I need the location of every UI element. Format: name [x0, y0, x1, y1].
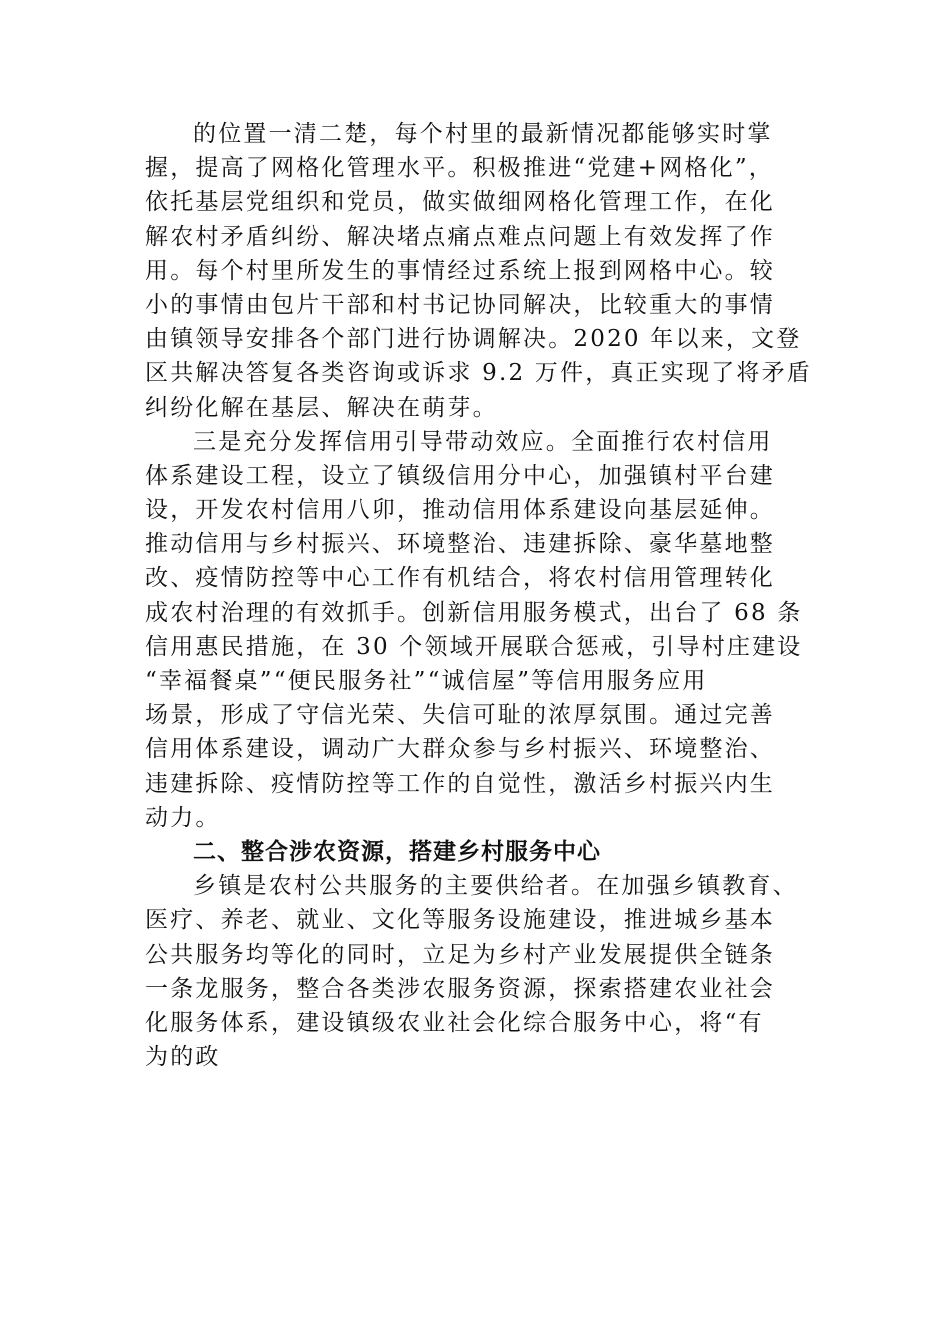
paragraph-line: 场景，形成了守信光荣、失信可耻的浓厚氛围。通过完善 [145, 702, 775, 729]
paragraph-line: 为的政 [145, 1044, 221, 1071]
paragraph-line: 纠纷化解在基层、解决在萌芽。 [145, 394, 498, 421]
paragraph-line: 医疗、养老、就业、文化等服务设施建设，推进城乡基本 [145, 907, 775, 934]
section-heading: 二、整合涉农资源，搭建乡村服务中心 [193, 838, 601, 865]
paragraph-line: 动力。 [145, 804, 221, 831]
paragraph-line: 信用惠民措施，在 30 个领域开展联合惩戒，引导村庄建设 [145, 633, 803, 660]
paragraph-line: 公共服务均等化的同时，立足为乡村产业发展提供全链条 [145, 941, 775, 968]
paragraph-line: 信用体系建设，调动广大群众参与乡村振兴、环境整治、 [145, 736, 775, 763]
paragraph-line: 解农村矛盾纠纷、解决堵点痛点难点问题上有效发挥了作 [145, 223, 775, 250]
body-text [145, 117, 812, 1074]
paragraph-line: 违建拆除、疫情防控等工作的自觉性，激活乡村振兴内生 [145, 770, 775, 797]
paragraph-line: 改、疫情防控等中心工作有机结合，将农村信用管理转化 [145, 565, 775, 592]
paragraph-line: 化服务体系，建设镇级农业社会化综合服务中心，将“有 [145, 1009, 764, 1036]
paragraph-line: 区共解决答复各类咨询或诉求 9.2 万件，真正实现了将矛盾 [145, 360, 812, 387]
paragraph-line: 设，开发农村信用八卯，推动信用体系建设向基层延伸。 [145, 497, 775, 524]
paragraph-line: 一条龙服务，整合各类涉农服务资源，探索搭建农业社会 [145, 975, 775, 1002]
paragraph-line: 成农村治理的有效抓手。创新信用服务模式，出台了 68 条 [145, 599, 803, 626]
paragraph-line: 用。每个村里所发生的事情经过系统上报到网格中心。较 [145, 257, 775, 284]
paragraph-line: 体系建设工程，设立了镇级信用分中心，加强镇村平台建 [145, 462, 775, 489]
paragraph-line: 三是充分发挥信用引导带动效应。全面推行农村信用 [193, 428, 773, 455]
paragraph-line: 乡镇是农村公共服务的主要供给者。在加强乡镇教育、 [193, 873, 798, 900]
paragraph-line: 小的事情由包片干部和村书记协同解决，比较重大的事情 [145, 291, 775, 318]
paragraph-line: “幸福餐桌”“便民服务社”“诚信屋”等信用服务应用 [145, 668, 708, 694]
paragraph-line: 握，提高了网格化管理水平。积极推进“党建+网格化”， [145, 155, 774, 182]
paragraph-line: 依托基层党组织和党员，做实做细网格化管理工作，在化 [145, 189, 775, 216]
paragraph-line: 推动信用与乡村振兴、环境整治、违建拆除、豪华墓地整 [145, 531, 775, 558]
paragraph-line: 的位置一清二楚，每个村里的最新情况都能够实时掌 [193, 121, 773, 147]
paragraph-line: 由镇领导安排各个部门进行协调解决。2020 年以来，文登 [145, 326, 802, 353]
